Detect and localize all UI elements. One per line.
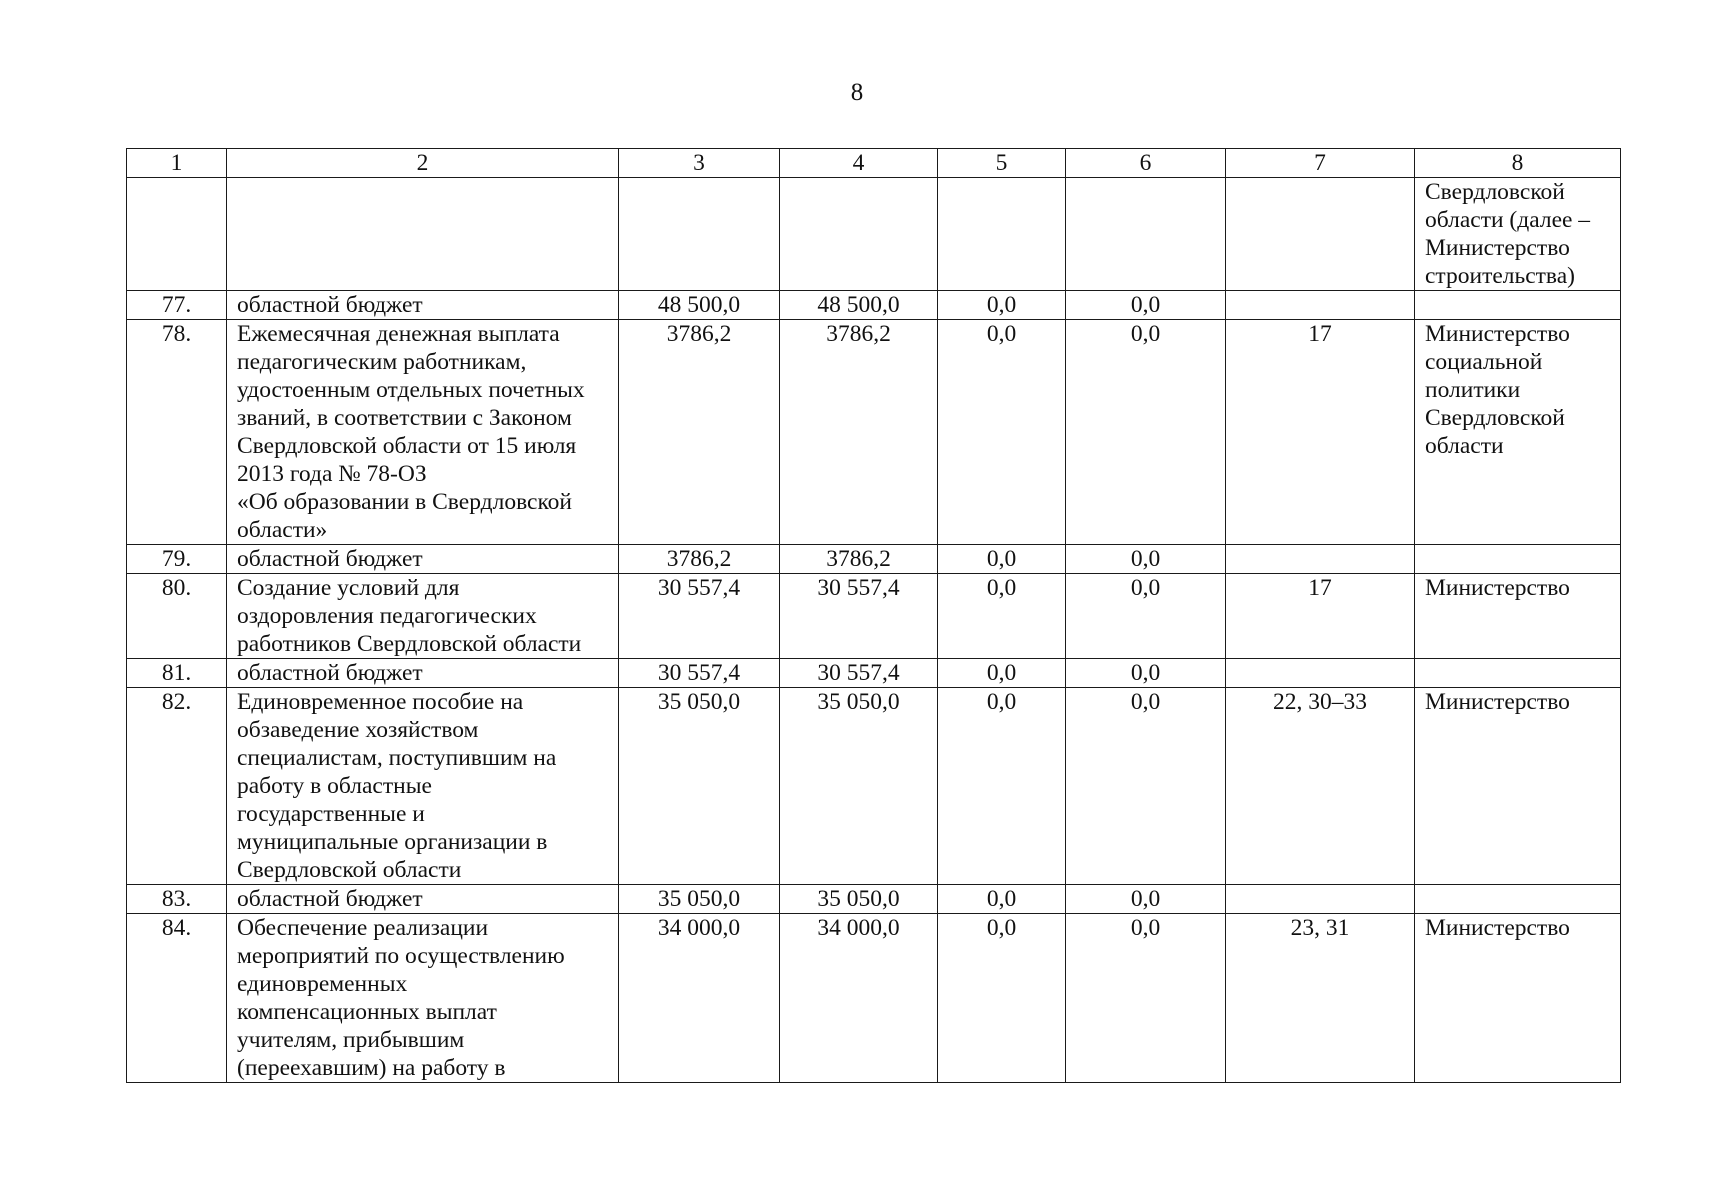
target-reference-cell: 23, 31 [1226,914,1415,1083]
measure-name-line: Единовременное пособие на [237,689,524,715]
measure-name-line: областной бюджет [237,886,423,912]
table-row [127,320,1621,545]
executor-cell [1415,574,1621,659]
target-reference-cell [1226,545,1415,574]
column-5-value-cell: 0,0 [938,545,1066,574]
measure-name-cell [227,320,619,545]
executor-cell [1415,291,1621,320]
row-number-cell: 83. [127,885,227,914]
executor-cell [1415,914,1621,1083]
column-6-value-cell: 0,0 [1066,545,1226,574]
row-number-cell: 84. [127,914,227,1083]
column-header-4: 4 [780,149,938,178]
measure-name-line: области» [237,517,328,543]
executor-line: строительства) [1425,263,1575,289]
measure-name-line: единовременных [237,971,408,997]
executor-line: социальной [1425,349,1543,375]
total-amount-cell: 35 050,0 [619,885,780,914]
measure-name-cell [227,659,619,688]
column-header-5: 5 [938,149,1066,178]
column-6-value-cell [1066,178,1226,291]
target-reference-cell [1226,178,1415,291]
measure-name-line: удостоенным отдельных почетных [237,377,585,403]
total-amount-cell: 3786,2 [619,320,780,545]
executor-cell [1415,659,1621,688]
executor-line: области [1425,433,1504,459]
executor-cell [1415,688,1621,885]
executor-line: области (далее – [1425,207,1591,233]
column-header-3: 3 [619,149,780,178]
row-number-cell: 81. [127,659,227,688]
table-row [127,659,1621,688]
measure-name-cell [227,688,619,885]
column-header-row [127,149,1621,178]
year-amount-cell: 30 557,4 [780,574,938,659]
measure-name-line: Свердловской области [237,857,462,883]
target-reference-cell [1226,885,1415,914]
measure-name-line: Свердловской области от 15 июля [237,433,577,459]
measure-name-cell [227,574,619,659]
column-header-8: 8 [1415,149,1621,178]
row-number-cell: 80. [127,574,227,659]
measure-name-cell [227,178,619,291]
total-amount-cell [619,178,780,291]
measure-name-line: Создание условий для [237,575,460,601]
measure-name-cell [227,914,619,1083]
column-5-value-cell [938,178,1066,291]
target-reference-cell [1226,659,1415,688]
measure-name-line: областной бюджет [237,546,423,572]
column-5-value-cell: 0,0 [938,291,1066,320]
total-amount-cell: 35 050,0 [619,688,780,885]
measure-name-cell [227,545,619,574]
executor-line: Министерство [1425,235,1570,261]
page-number: 8 [850,79,864,106]
column-5-value-cell: 0,0 [938,320,1066,545]
column-5-value-cell: 0,0 [938,574,1066,659]
column-header-6: 6 [1066,149,1226,178]
total-amount-cell: 30 557,4 [619,659,780,688]
measure-name-line: званий, в соответствии с Законом [237,405,572,431]
year-amount-cell: 48 500,0 [780,291,938,320]
table-row [127,574,1621,659]
table-row [127,545,1621,574]
table-row [127,688,1621,885]
total-amount-cell: 30 557,4 [619,574,780,659]
measure-name-line: учителям, прибывшим [237,1027,465,1053]
measure-name-line: «Об образовании в Свердловской [237,489,573,515]
column-6-value-cell: 0,0 [1066,688,1226,885]
measure-name-line: Ежемесячная денежная выплата [237,321,560,347]
year-amount-cell [780,178,938,291]
measure-name-line: компенсационных выплат [237,999,497,1025]
measure-name-line: мероприятий по осуществлению [237,943,565,969]
row-number-cell [127,178,227,291]
measure-name-line: государственные и [237,801,425,827]
year-amount-cell: 35 050,0 [780,885,938,914]
measure-name-line: педагогическим работникам, [237,349,527,375]
executor-line: Свердловской [1425,179,1565,205]
target-reference-cell: 22, 30–33 [1226,688,1415,885]
target-reference-cell [1226,291,1415,320]
executor-line: Министерство [1425,689,1570,715]
measure-name-line: (переехавшим) на работу в [237,1055,506,1081]
year-amount-cell: 3786,2 [780,320,938,545]
executor-line: Свердловской [1425,405,1565,431]
total-amount-cell: 34 000,0 [619,914,780,1083]
executor-cell [1415,178,1621,291]
table-row [127,885,1621,914]
measure-name-line: специалистам, поступившим на [237,745,557,771]
executor-line: Министерство [1425,915,1570,941]
measure-name-cell [227,885,619,914]
measure-name-line: работников Свердловской области [237,631,582,657]
executor-line: Министерство [1425,575,1570,601]
column-6-value-cell: 0,0 [1066,659,1226,688]
measure-name-line: областной бюджет [237,660,423,686]
column-5-value-cell: 0,0 [938,659,1066,688]
measure-name-line: обзаведение хозяйством [237,717,479,743]
measure-name-line: оздоровления педагогических [237,603,537,629]
year-amount-cell: 30 557,4 [780,659,938,688]
table-row [127,291,1621,320]
measure-name-line: Обеспечение реализации [237,915,489,941]
column-6-value-cell: 0,0 [1066,320,1226,545]
executor-line: политики [1425,377,1521,403]
row-number-cell: 77. [127,291,227,320]
column-6-value-cell: 0,0 [1066,914,1226,1083]
total-amount-cell: 3786,2 [619,545,780,574]
table-row [127,178,1621,291]
column-header-1: 1 [127,149,227,178]
column-6-value-cell: 0,0 [1066,885,1226,914]
column-header-2: 2 [227,149,619,178]
executor-cell [1415,545,1621,574]
measure-name-line: работу в областные [237,773,432,799]
target-reference-cell: 17 [1226,320,1415,545]
row-number-cell: 78. [127,320,227,545]
target-reference-cell: 17 [1226,574,1415,659]
measure-name-cell [227,291,619,320]
column-5-value-cell: 0,0 [938,885,1066,914]
executor-cell [1415,320,1621,545]
column-6-value-cell: 0,0 [1066,574,1226,659]
table-row [127,914,1621,1083]
executor-cell [1415,885,1621,914]
measure-name-line: 2013 года № 78-ОЗ [237,461,427,487]
column-6-value-cell: 0,0 [1066,291,1226,320]
column-5-value-cell: 0,0 [938,914,1066,1083]
measure-name-line: областной бюджет [237,292,423,318]
column-header-7: 7 [1226,149,1415,178]
program-measures-table [126,148,1621,1083]
measure-name-line: муниципальные организации в [237,829,548,855]
row-number-cell: 79. [127,545,227,574]
executor-line: Министерство [1425,321,1570,347]
row-number-cell: 82. [127,688,227,885]
column-5-value-cell: 0,0 [938,688,1066,885]
year-amount-cell: 3786,2 [780,545,938,574]
year-amount-cell: 35 050,0 [780,688,938,885]
year-amount-cell: 34 000,0 [780,914,938,1083]
total-amount-cell: 48 500,0 [619,291,780,320]
